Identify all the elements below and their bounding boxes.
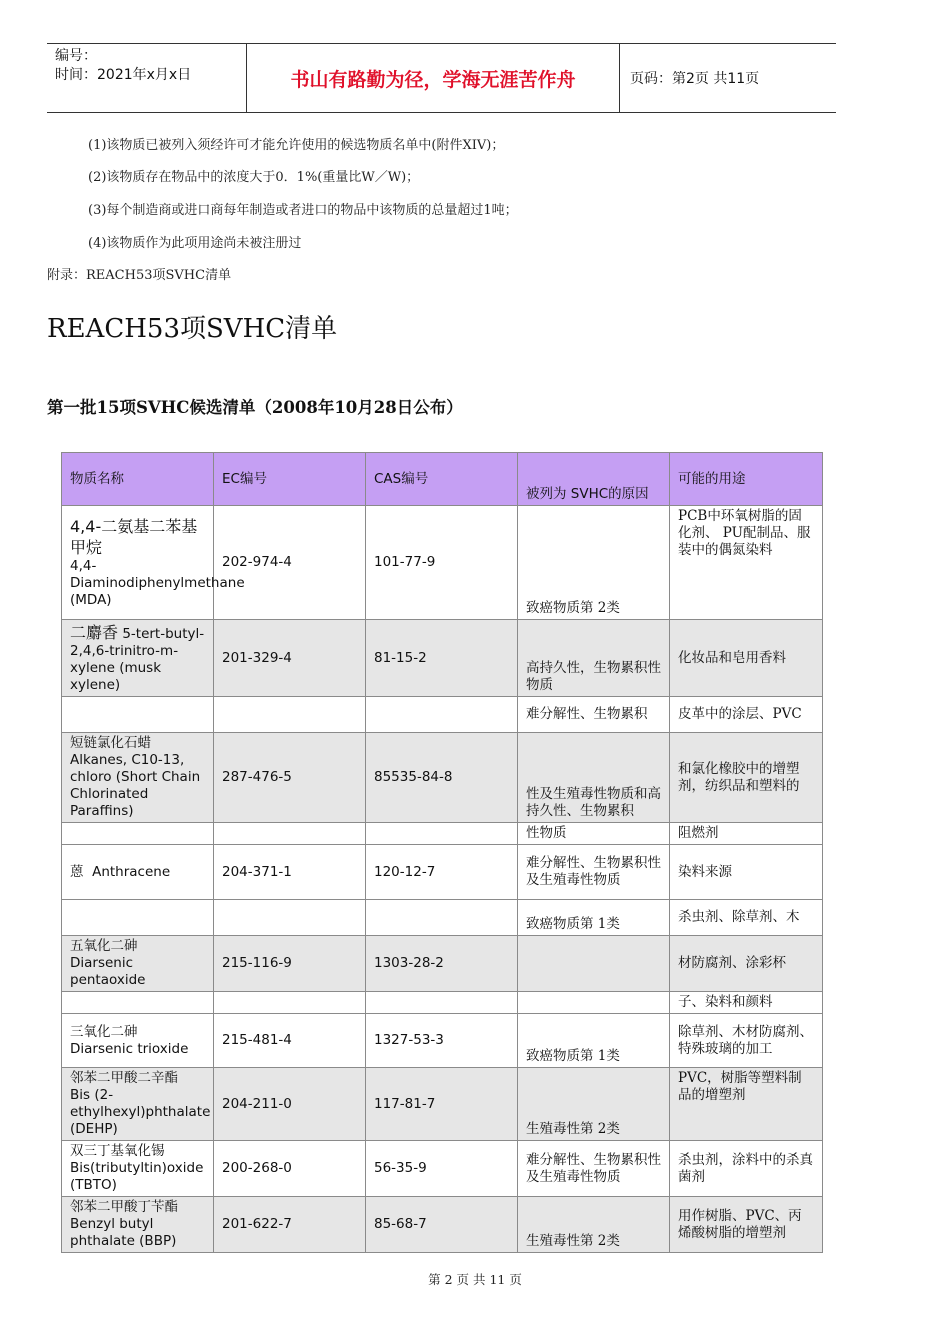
page-title: REACH53项SVHC清单 [47, 314, 338, 344]
cas-number: 120-12-7 [366, 845, 518, 900]
page-header [47, 43, 836, 113]
name-en: Benzyl butyl phthalate (BBP) [70, 1216, 177, 1249]
substance-name [62, 620, 214, 697]
possible-use: PVC，树脂等塑料制品的增塑剂 [670, 1068, 823, 1141]
condition-3: (3)每个制造商或进口商每年制造或者进口的物品中该物质的总量超过1吨； [88, 203, 518, 218]
name-cn: 短链氯化石蜡 [70, 735, 151, 751]
substance-name [62, 845, 214, 900]
name-cn: 二麝香 [70, 623, 119, 642]
name-cn: 邻苯二甲酸丁苄酯 [70, 1199, 178, 1215]
table-row [62, 823, 823, 845]
table-row [62, 1014, 823, 1068]
possible-use: PCB中环氧树脂的固化剂、 PU配制品、服装中的偶氮染料 [670, 506, 823, 620]
possible-use: 子、染料和颜料 [670, 992, 823, 1014]
possible-use: 材防腐剂、涂彩杯 [670, 936, 823, 992]
name-en: Alkanes, C10-13, chloro (Short Chain Chlorinated Paraffins) [70, 752, 201, 819]
svhc-reason: 生殖毒性第 2类 [518, 1068, 670, 1141]
header-slogan: 书山有路勤为径，学海无涯苦作舟 [247, 44, 620, 112]
svhc-reason: 致癌物质第 1类 [518, 1014, 670, 1068]
cas-number: 101-77-9 [366, 506, 518, 620]
condition-4: (4)该物质作为此项用途尚未被注册过 [88, 236, 302, 251]
name-en: Bis (2-ethylhexyl)phthalate (DEHP) [70, 1087, 211, 1137]
ec-number: 200-268-0 [214, 1141, 366, 1197]
table-row [62, 900, 823, 936]
name-en: Diarsenic pentaoxide [70, 955, 146, 988]
ec-number: 204-371-1 [214, 845, 366, 900]
ec-number: 202-974-4 [214, 506, 366, 620]
section-title: 第一批15项SVHC候选清单（2008年10月28日公布） [47, 398, 463, 417]
header-use: 可能的用途 [670, 453, 823, 506]
table-header-row [62, 453, 823, 506]
cas-number: 1303-28-2 [366, 936, 518, 992]
possible-use: 化妆品和皂用香料 [670, 620, 823, 697]
name-cn: 4,4-二氨基二苯基甲烷 [70, 517, 198, 557]
ec-number: 215-116-9 [214, 936, 366, 992]
substance-name [62, 1014, 214, 1068]
table-row [62, 936, 823, 992]
table-row [62, 733, 823, 823]
name-en: Bis(tributyltin)oxide (TBTO) [70, 1160, 204, 1193]
svhc-reason: 高持久性，生物累积性物质 [518, 620, 670, 697]
table-row [62, 992, 823, 1014]
condition-1: (1)该物质已被列入须经许可才能允许使用的候选物质名单中(附件XIV)； [88, 138, 505, 153]
possible-use: 染料来源 [670, 845, 823, 900]
appendix-note: 附录：REACH53项SVHC清单 [47, 268, 232, 283]
table-row [62, 506, 823, 620]
ec-number: 204-211-0 [214, 1068, 366, 1141]
condition-2: (2)该物质存在物品中的浓度大于0．1%(重量比W／W)； [88, 170, 420, 185]
cas-number: 85535-84-8 [366, 733, 518, 823]
substance-name [62, 733, 214, 823]
header-name: 物质名称 [62, 453, 214, 506]
possible-use: 杀虫剂、除草剂、木 [670, 900, 823, 936]
svhc-reason: 性物质 [518, 823, 670, 845]
svhc-reason: 生殖毒性第 2类 [518, 1197, 670, 1253]
cas-number: 56-35-9 [366, 1141, 518, 1197]
possible-use: 杀虫剂，涂料中的杀真菌剂 [670, 1141, 823, 1197]
possible-use: 用作树脂、PVC、丙烯酸树脂的增塑剂 [670, 1197, 823, 1253]
header-cas: CAS编号 [366, 453, 518, 506]
table-row [62, 697, 823, 733]
substance-name [62, 1197, 214, 1253]
name-cn: 三氧化二砷 [70, 1023, 138, 1040]
ec-number: 215-481-4 [214, 1014, 366, 1068]
substance-name [62, 506, 245, 620]
ec-number: 201-622-7 [214, 1197, 366, 1253]
substance-name [62, 936, 214, 992]
possible-use: 除草剂、木材防腐剂、特殊玻璃的加工 [670, 1014, 823, 1068]
cas-number: 1327-53-3 [366, 1014, 518, 1068]
substance-name [62, 1068, 214, 1141]
table-row [62, 1197, 823, 1253]
ec-number: 201-329-4 [214, 620, 366, 697]
page-footer: 第 2 页 共 11 页 [428, 1272, 522, 1287]
table-row [62, 845, 823, 900]
table-row [62, 620, 823, 697]
possible-use: 阻燃剂 [670, 823, 823, 845]
substance-name [62, 1141, 214, 1197]
svhc-reason: 致癌物质第 1类 [518, 900, 670, 936]
possible-use: 皮革中的涂层、PVC [670, 697, 823, 733]
table-row [62, 1141, 823, 1197]
svhc-reason: 难分解性、生物累积性及生殖毒性物质 [518, 1141, 670, 1197]
header-ec: EC编号 [214, 453, 366, 506]
svhc-table [61, 452, 823, 1253]
possible-use: 和氯化橡胶中的增塑剂，纺织品和塑料的 [670, 733, 823, 823]
name-cn: 蒽 [70, 863, 84, 880]
name-cn: 邻苯二甲酸二辛酯 [70, 1070, 178, 1086]
svhc-reason: 难分解性、生物累积性及生殖毒性物质 [518, 845, 670, 900]
name-en: 4,4-Diaminodiphenylmethane (MDA) [70, 558, 245, 608]
name-en: Anthracene [92, 863, 171, 880]
svhc-reason: 性及生殖毒性物质和高持久性、生物累积 [518, 733, 670, 823]
table-row [62, 1068, 823, 1141]
header-reason: 被列为 SVHC的原因 [518, 453, 670, 506]
name-en: Diarsenic trioxide [70, 1040, 189, 1057]
name-en: 5-tert-butyl-2,4,6-trinitro-m-xylene (musk xylene) [70, 626, 205, 693]
document-number-label: 编号： [55, 48, 97, 64]
cas-number: 117-81-7 [366, 1068, 518, 1141]
svhc-reason: 难分解性、生物累积 [518, 697, 670, 733]
name-cn: 五氧化二砷 [70, 938, 138, 954]
header-meta [47, 44, 247, 112]
document-date-label: 时间：2021年x月x日 [55, 67, 192, 83]
header-page-label: 页码：第2页 共11页 [630, 71, 760, 87]
ec-number: 287-476-5 [214, 733, 366, 823]
name-cn: 双三丁基氧化锡 [70, 1143, 165, 1159]
svhc-reason: 致癌物质第 2类 [518, 506, 670, 620]
cas-number: 81-15-2 [366, 620, 518, 697]
cas-number: 85-68-7 [366, 1197, 518, 1253]
